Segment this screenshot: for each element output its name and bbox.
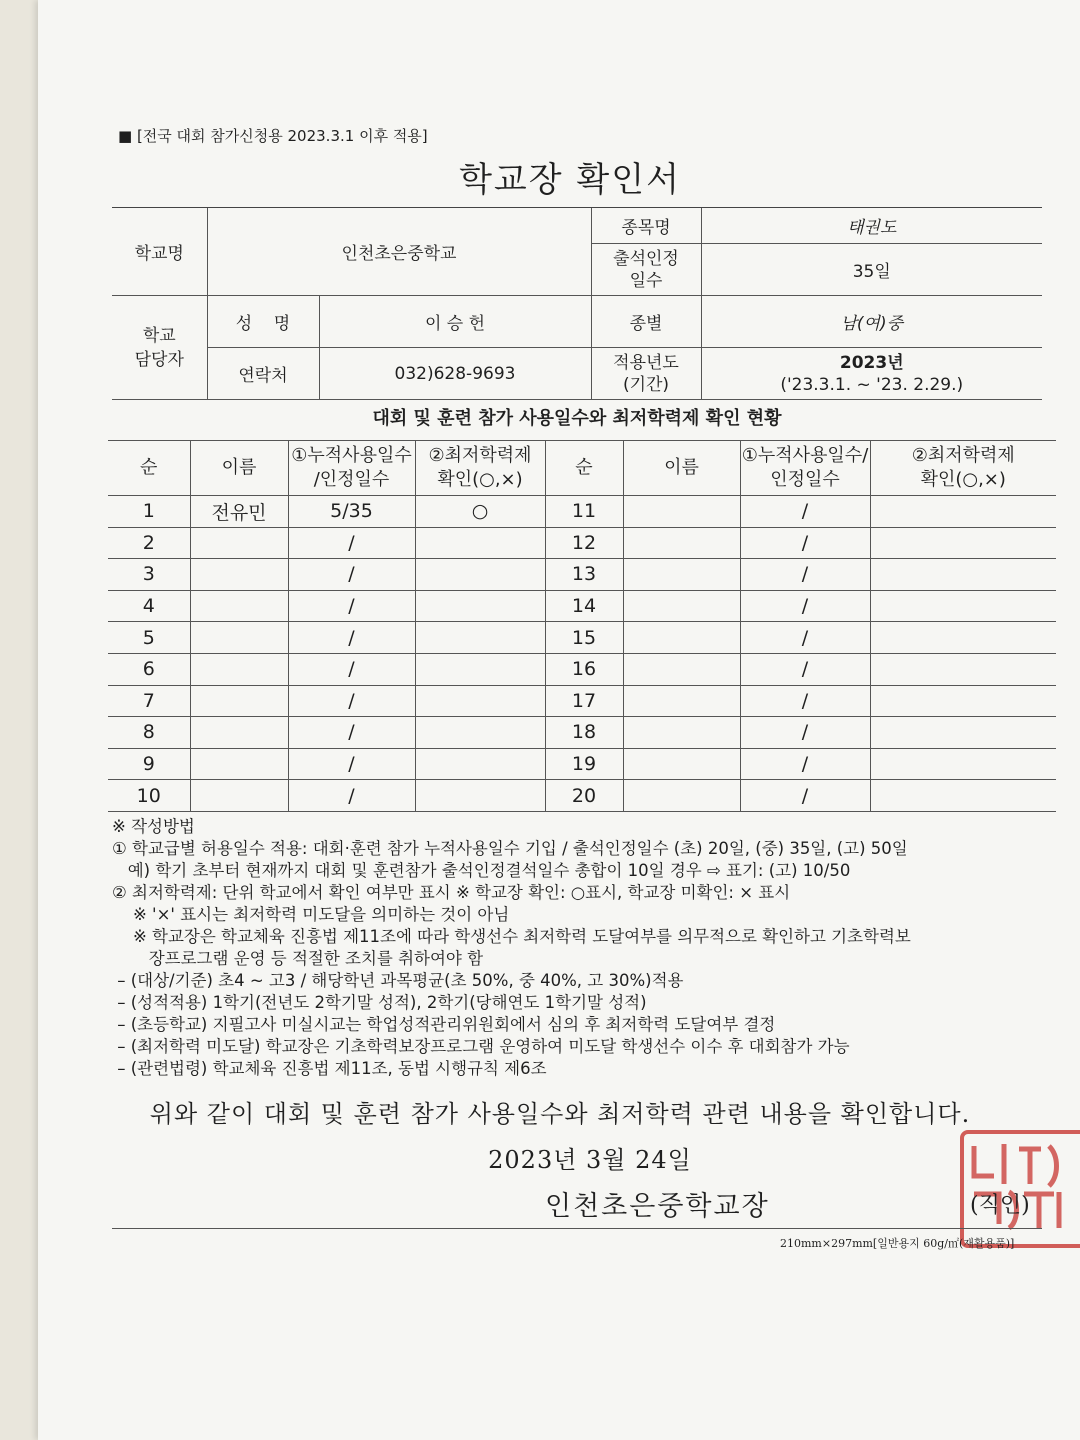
table-cell-name bbox=[623, 559, 740, 591]
table-cell-check bbox=[415, 653, 545, 685]
table-cell-n: 2 bbox=[108, 527, 190, 559]
table-cell-check bbox=[415, 685, 545, 717]
table-cell-days: / bbox=[288, 622, 415, 654]
table-cell-check bbox=[870, 622, 1056, 654]
table-cell-n: 1 bbox=[108, 496, 190, 528]
col-header: 순 bbox=[108, 441, 190, 496]
participation-table bbox=[108, 440, 1056, 812]
table-cell-days: / bbox=[740, 590, 870, 622]
instruction-line: 예) 학기 초부터 현재까지 대회 및 훈련참가 출석인정결석일수 총합이 10일 경우 ⇨ 표기: (고) 10/50 bbox=[112, 861, 851, 880]
instruction-line: – (대상/기준) 초4 ~ 고3 / 해당학년 과목평균(초 50%, 중 40%, 고 30%)적용 bbox=[112, 971, 684, 990]
instruction-line: ① 학교급별 허용일수 적용: 대회·훈련 참가 누적사용일수 기입 / 출석인정일수 (초) 20일, (중) 35일, (고) 50일 bbox=[112, 839, 908, 858]
table-cell-name bbox=[190, 622, 288, 654]
table-cell-n: 12 bbox=[545, 527, 623, 559]
issue-date: 2023년 3월 24일 bbox=[488, 1146, 692, 1174]
table-cell-n: 14 bbox=[545, 590, 623, 622]
writing-instructions bbox=[112, 816, 1062, 1080]
confirmation-statement: 위와 같이 대회 및 훈련 참가 사용일수와 최저학력 관련 내용을 확인합니다. bbox=[149, 1100, 971, 1128]
col-header: ①누적사용일수 /인정일수 bbox=[288, 441, 415, 496]
col-header: ①누적사용일수/ 인정일수 bbox=[740, 441, 870, 496]
table-row bbox=[108, 527, 1056, 559]
table-cell-name bbox=[190, 559, 288, 591]
table-cell-n: 11 bbox=[545, 496, 623, 528]
table-cell-name bbox=[190, 748, 288, 780]
table-row bbox=[108, 685, 1056, 717]
table-cell-n: 7 bbox=[108, 685, 190, 717]
table-cell-name bbox=[623, 748, 740, 780]
table-cell-days: / bbox=[740, 496, 870, 528]
table-row bbox=[108, 590, 1056, 622]
instruction-line: – (최저학력 미도달) 학교장은 기초학력보장프로그램 운영하여 미도달 학생선수 이수 후 대회참가 가능 bbox=[112, 1037, 850, 1056]
table-cell-check bbox=[415, 780, 545, 812]
table-cell-days: / bbox=[288, 559, 415, 591]
table-cell-n: 16 bbox=[545, 653, 623, 685]
table-cell-check bbox=[870, 559, 1056, 591]
year-cell bbox=[701, 348, 1042, 400]
principal-signature: 인천초은중학교장 bbox=[545, 1191, 770, 1222]
table-cell-days: / bbox=[288, 717, 415, 749]
instruction-line: – (관련법령) 학교체육 진흥법 제11조, 동법 시행규칙 제6조 bbox=[112, 1059, 547, 1078]
table-cell-days: / bbox=[288, 527, 415, 559]
table-cell-days: / bbox=[288, 780, 415, 812]
table-cell-check bbox=[870, 590, 1056, 622]
paper-spec-footer: 210mm×297mm[일반용지 60g/㎡(재활용품)] bbox=[780, 1237, 1015, 1250]
instruction-line: ※ 작성방법 bbox=[112, 817, 195, 836]
table-cell-name bbox=[190, 653, 288, 685]
table-cell-n: 15 bbox=[545, 622, 623, 654]
table-cell-n: 17 bbox=[545, 685, 623, 717]
col-header: 이름 bbox=[190, 441, 288, 496]
table-cell-name bbox=[190, 685, 288, 717]
table-row bbox=[108, 622, 1056, 654]
table-cell-check bbox=[415, 559, 545, 591]
footer-divider bbox=[112, 1228, 1042, 1229]
instruction-line: ※ 학교장은 학교체육 진흥법 제11조에 따라 학생선수 최저학력 도달여부를 의무적으로 확인하고 기초학력보 bbox=[112, 927, 911, 946]
table-cell-check bbox=[415, 622, 545, 654]
instruction-line: – (초등학교) 지필고사 미실시교는 학업성적관리위원회에서 심의 후 최저학력 도달여부 결정 bbox=[112, 1015, 776, 1034]
table-row bbox=[108, 653, 1056, 685]
instruction-line: ② 최저학력제: 단위 학교에서 확인 여부만 표시 ※ 학교장 확인: ○표시, 학교장 미확인: × 표시 bbox=[112, 883, 791, 902]
school-name-label: 학교명 bbox=[112, 208, 207, 296]
table-cell-n: 4 bbox=[108, 590, 190, 622]
table-cell-n: 19 bbox=[545, 748, 623, 780]
table-cell-name bbox=[623, 780, 740, 812]
instruction-line: – (성적적용) 1학기(전년도 2학기말 성적), 2학기(당해연도 1학기말 성적) bbox=[112, 993, 647, 1012]
school-name-value: 인천초은중학교 bbox=[207, 208, 591, 296]
category-label: 종별 bbox=[591, 296, 701, 348]
table-row bbox=[108, 559, 1056, 591]
table-cell-days: / bbox=[288, 590, 415, 622]
table-cell-n: 3 bbox=[108, 559, 190, 591]
table-cell-check bbox=[870, 717, 1056, 749]
phone-value: 032)628-9693 bbox=[319, 348, 591, 400]
table-cell-check bbox=[415, 717, 545, 749]
table-cell-name bbox=[623, 527, 740, 559]
table-cell-check bbox=[415, 590, 545, 622]
document-title: 학교장 확인서 bbox=[459, 160, 681, 200]
table-row bbox=[108, 496, 1056, 528]
table-cell-n: 18 bbox=[545, 717, 623, 749]
table-cell-days: / bbox=[288, 685, 415, 717]
table-cell-check bbox=[870, 685, 1056, 717]
table-cell-days: / bbox=[740, 559, 870, 591]
col-header: ②최저학력제 확인(○,×) bbox=[415, 441, 545, 496]
table-cell-name: 전유민 bbox=[190, 496, 288, 528]
form-header-note: ■ [전국 대회 참가신청용 2023.3.1 이후 적용] bbox=[118, 127, 428, 145]
table-cell-name bbox=[190, 780, 288, 812]
table-cell-n: 9 bbox=[108, 748, 190, 780]
table-row bbox=[108, 780, 1056, 812]
col-header: 이름 bbox=[623, 441, 740, 496]
table-cell-name bbox=[623, 496, 740, 528]
table-cell-check bbox=[870, 527, 1056, 559]
col-header: ②최저학력제 확인(○,×) bbox=[870, 441, 1056, 496]
table-cell-days: / bbox=[740, 748, 870, 780]
table-cell-check bbox=[870, 780, 1056, 812]
attendance-days-label: 출석인정 일수 bbox=[591, 244, 701, 296]
table-cell-n: 8 bbox=[108, 717, 190, 749]
table-cell-name bbox=[623, 622, 740, 654]
table-cell-check bbox=[415, 527, 545, 559]
table-cell-name bbox=[623, 590, 740, 622]
table-cell-n: 5 bbox=[108, 622, 190, 654]
table-cell-days: / bbox=[740, 717, 870, 749]
table-cell-name bbox=[623, 653, 740, 685]
table-cell-n: 20 bbox=[545, 780, 623, 812]
period-value: ('23.3.1. ~ '23. 2.29.) bbox=[780, 374, 964, 395]
table-cell-check bbox=[870, 653, 1056, 685]
name-value: 이 승 헌 bbox=[319, 296, 591, 348]
sport-label: 종목명 bbox=[591, 208, 701, 244]
table-cell-check: ○ bbox=[415, 496, 545, 528]
instruction-line: 장프로그램 운영 등 적절한 조치를 취하여야 함 bbox=[112, 949, 484, 968]
instruction-line: ※ '×' 표시는 최저학력 미도달을 의미하는 것이 아님 bbox=[112, 905, 510, 924]
table-cell-check bbox=[870, 748, 1056, 780]
table-cell-name bbox=[623, 717, 740, 749]
table-row bbox=[108, 748, 1056, 780]
table-row bbox=[108, 717, 1056, 749]
table-cell-days: / bbox=[740, 780, 870, 812]
seal-label: (직인) bbox=[970, 1193, 1030, 1218]
table-cell-days: / bbox=[288, 748, 415, 780]
info-table bbox=[112, 207, 1042, 400]
section-title: 대회 및 훈련 참가 사용일수와 최저학력제 확인 현황 bbox=[372, 408, 782, 429]
table-cell-name bbox=[190, 717, 288, 749]
col-header: 순 bbox=[545, 441, 623, 496]
table-cell-days: / bbox=[740, 685, 870, 717]
category-value: 남(여)중 bbox=[701, 296, 1042, 348]
table-cell-n: 13 bbox=[545, 559, 623, 591]
sport-value: 태권도 bbox=[701, 208, 1042, 244]
table-cell-n: 6 bbox=[108, 653, 190, 685]
table-cell-days: / bbox=[288, 653, 415, 685]
table-cell-name bbox=[190, 590, 288, 622]
phone-label: 연락처 bbox=[207, 348, 319, 400]
table-cell-n: 10 bbox=[108, 780, 190, 812]
table-cell-name bbox=[190, 527, 288, 559]
table-cell-days: 5/35 bbox=[288, 496, 415, 528]
year-label: 적용년도 (기간) bbox=[591, 348, 701, 400]
name-label: 성 명 bbox=[207, 296, 319, 348]
table-cell-check bbox=[415, 748, 545, 780]
table-cell-days: / bbox=[740, 653, 870, 685]
table-cell-days: / bbox=[740, 527, 870, 559]
year-value: 2023년 bbox=[839, 352, 904, 373]
table-cell-name bbox=[623, 685, 740, 717]
table-cell-days: / bbox=[740, 622, 870, 654]
contact-person-label: 학교 담당자 bbox=[112, 296, 207, 400]
attendance-days-value: 35일 bbox=[701, 244, 1042, 296]
table-cell-check bbox=[870, 496, 1056, 528]
